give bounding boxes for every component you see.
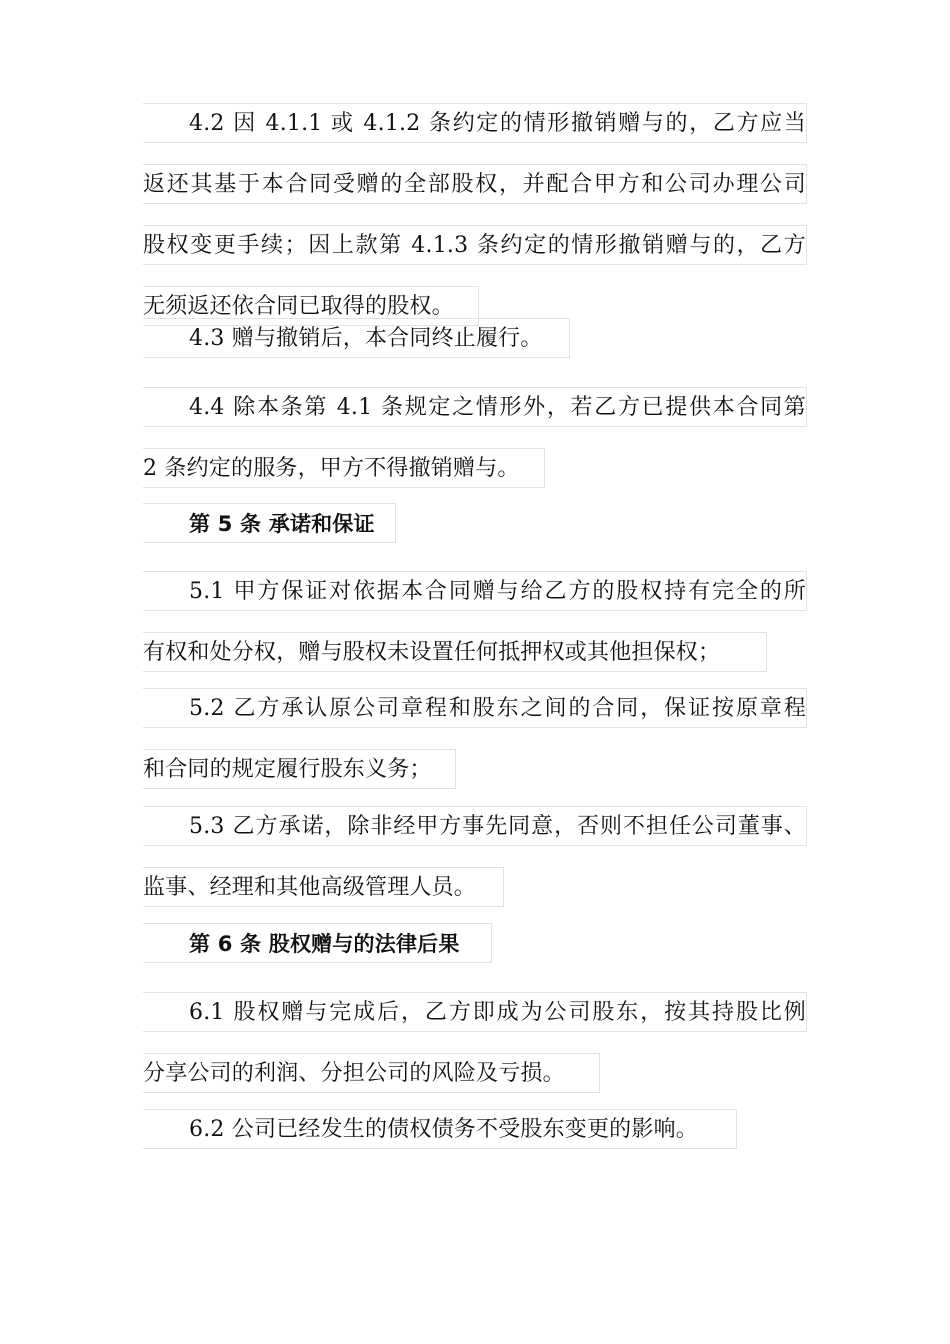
- clause-6-2: [143, 1109, 807, 1149]
- article-5-heading: [143, 503, 807, 543]
- text-line: 无须返还依合同已取得的股权。: [143, 286, 479, 326]
- section-heading: 第 6 条 股权赠与的法律后果: [143, 923, 492, 963]
- text-line: 5.1 甲方保证对依据本合同赠与给乙方的股权持有完全的所: [143, 571, 807, 611]
- clause-5-2: [143, 688, 807, 789]
- text-line: 和合同的规定履行股东义务；: [143, 749, 456, 789]
- text-line: 返还其基于本合同受赠的全部股权，并配合甲方和公司办理公司: [143, 164, 807, 204]
- text-line: 5.3 乙方承诺，除非经甲方事先同意，否则不担任公司董事、: [143, 806, 807, 846]
- clause-5-1: [143, 571, 807, 672]
- text-line: 监事、经理和其他高级管理人员。: [143, 867, 504, 907]
- text-line: 分享公司的利润、分担公司的风险及亏损。: [143, 1053, 600, 1093]
- text-line: 2 条约定的服务，甲方不得撤销赠与。: [143, 448, 545, 488]
- clause-4-3: [143, 318, 807, 358]
- text-line: 有权和处分权，赠与股权未设置任何抵押权或其他担保权；: [143, 632, 767, 672]
- clause-5-3: [143, 806, 807, 907]
- clause-4-2: [143, 103, 807, 326]
- clause-4-4: [143, 387, 807, 488]
- clause-6-1: [143, 992, 807, 1093]
- text-line: 4.4 除本条第 4.1 条规定之情形外，若乙方已提供本合同第: [143, 387, 807, 427]
- text-line: 股权变更手续；因上款第 4.1.3 条约定的情形撤销赠与的，乙方: [143, 225, 807, 265]
- article-6-heading: [143, 923, 807, 963]
- text-line: 6.1 股权赠与完成后，乙方即成为公司股东，按其持股比例: [143, 992, 807, 1032]
- text-line: 4.2 因 4.1.1 或 4.1.2 条约定的情形撤销赠与的，乙方应当: [143, 103, 807, 143]
- section-heading: 第 5 条 承诺和保证: [143, 503, 396, 543]
- text-line: 6.2 公司已经发生的债权债务不受股东变更的影响。: [143, 1109, 737, 1149]
- text-line: 4.3 赠与撤销后，本合同终止履行。: [143, 318, 570, 358]
- text-line: 5.2 乙方承认原公司章程和股东之间的合同，保证按原章程: [143, 688, 807, 728]
